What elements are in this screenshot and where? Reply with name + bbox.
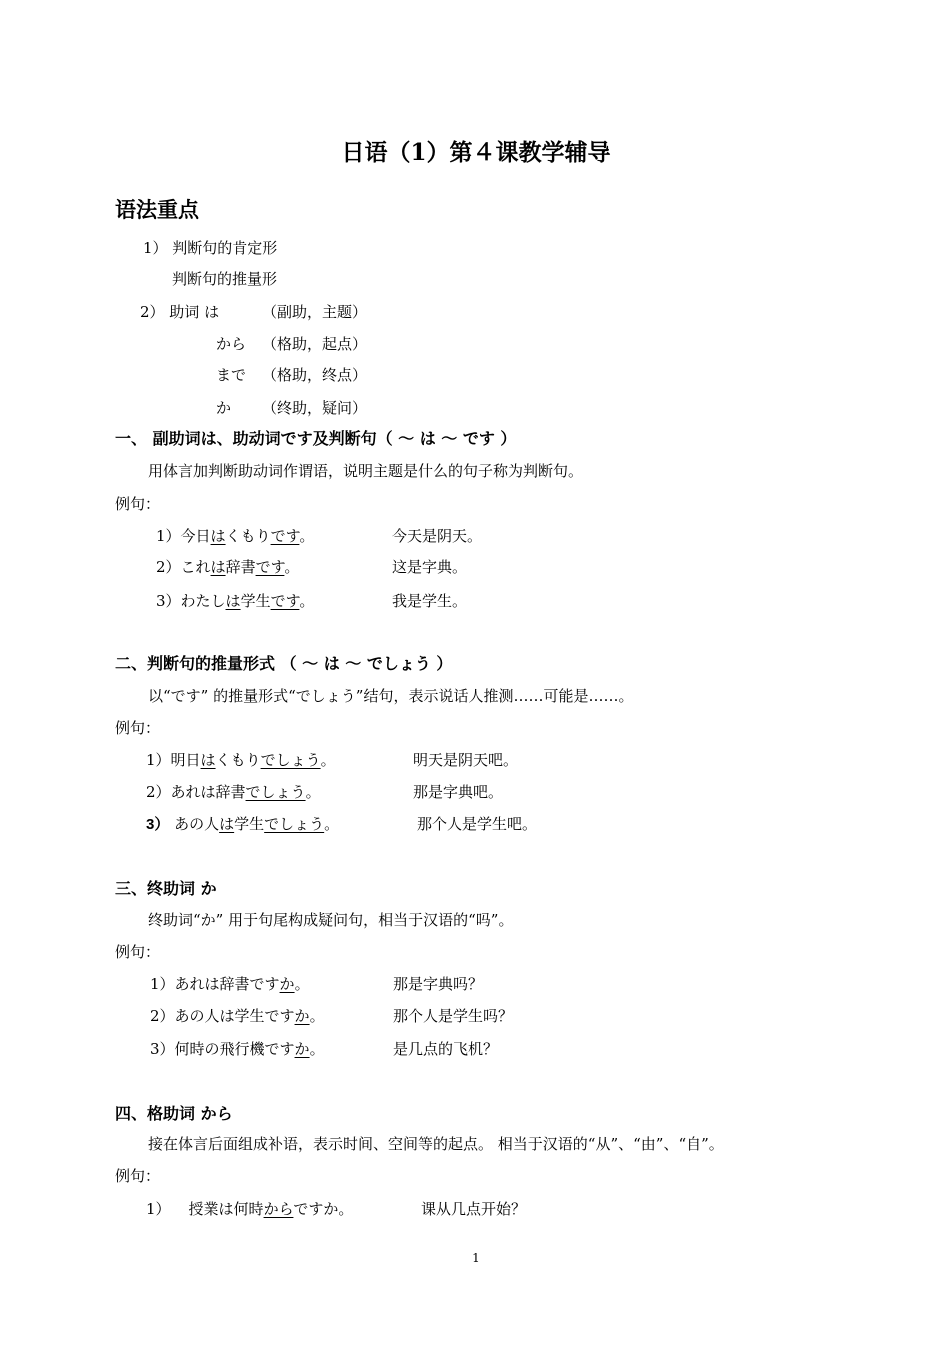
example-sentence: 2）あの人は学生ですか。 <box>150 1007 325 1025</box>
example-sentence: 1） 授業は何時からですか。 <box>146 1200 354 1218</box>
example-translation: 今天是阴天。 <box>392 527 483 545</box>
example-sentence: 3）わたしは学生です。 <box>156 592 315 610</box>
example-label: 例句： <box>115 1167 161 1185</box>
example-sentence: 3）何時の飛行機ですか。 <box>150 1040 325 1058</box>
example-sentence: 2）これは辞書です。 <box>156 558 300 576</box>
grammar-item: 判断句的推量形 <box>172 270 278 288</box>
grammar-heading: 语法重点 <box>115 197 199 222</box>
example-translation: 那是字典吗？ <box>393 975 484 993</box>
page-title: 日语（1）第４课教学辅导 <box>341 139 611 166</box>
section-description: 终助词“か” 用于句尾构成疑问句，相当于汉语的“吗”。 <box>148 911 514 929</box>
section-heading: 一、 副助词は、助动词です及判断句（ ～ は ～ です ） <box>115 429 517 448</box>
example-label: 例句： <box>115 943 161 961</box>
section-heading: 三、终助词 か <box>115 879 217 898</box>
example-sentence: 1）今日はくもりです。 <box>156 527 315 545</box>
example-translation: 这是字典。 <box>392 558 468 576</box>
example-translation: 那个人是学生吧。 <box>417 815 538 833</box>
example-translation: 那个人是学生吗？ <box>393 1007 514 1025</box>
grammar-item-note: （副助，主题） <box>262 303 368 321</box>
grammar-item-note: （格助，终点） <box>262 366 368 384</box>
page-number: 1 <box>472 1251 480 1265</box>
section-description: 以“です” 的推量形式“でしょう”结句，表示说话人推测……可能是……。 <box>148 687 634 705</box>
example-translation: 是几点的飞机？ <box>393 1040 499 1058</box>
example-translation: 那是字典吧。 <box>413 783 504 801</box>
example-sentence: 2）あれは辞書でしょう。 <box>146 783 321 801</box>
section-description: 用体言加判断助动词作谓语，说明主题是什么的句子称为判断句。 <box>148 462 584 480</box>
example-translation: 课从几点开始？ <box>421 1200 527 1218</box>
example-label: 例句： <box>115 719 161 737</box>
section-heading: 二、判断句的推量形式 （ ～ は ～ でしょう ） <box>115 654 453 673</box>
example-translation: 明天是阴天吧。 <box>413 751 519 769</box>
grammar-item-note: （格助，起点） <box>262 335 368 353</box>
example-label: 例句： <box>115 495 161 513</box>
example-translation: 我是学生。 <box>392 592 468 610</box>
example-sentence: 3） あの人は学生でしょう。 <box>146 815 340 833</box>
section-description: 接在体言后面组成补语，表示时间、空间等的起点。 相当于汉语的“从”、“由”、“自”。 <box>148 1135 724 1153</box>
grammar-item: まで <box>216 366 247 384</box>
grammar-item-note: （终助，疑问） <box>262 399 368 417</box>
example-sentence: 1）明日はくもりでしょう。 <box>146 751 336 769</box>
example-sentence: 1）あれは辞書ですか。 <box>150 975 310 993</box>
grammar-item: か <box>216 399 232 417</box>
grammar-item: 1） 判断句的肯定形 <box>143 239 278 257</box>
grammar-item: から <box>216 335 247 353</box>
grammar-item: 2） 助词 は <box>140 303 220 321</box>
section-heading: 四、格助词 から <box>115 1104 233 1123</box>
